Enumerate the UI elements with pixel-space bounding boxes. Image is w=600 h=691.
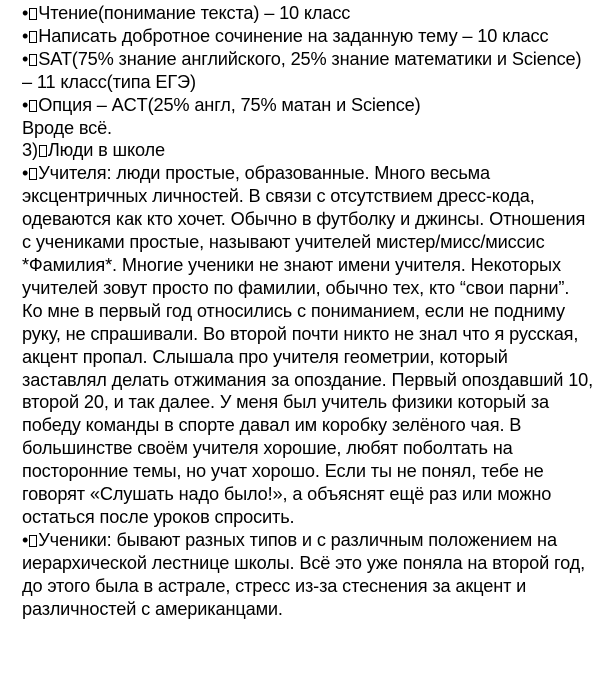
bullet-mark: • xyxy=(22,94,29,115)
missing-glyph-box-icon xyxy=(39,145,47,157)
section-heading xyxy=(22,139,594,162)
missing-glyph-box-icon xyxy=(29,31,37,43)
paragraph: Вроде всё. xyxy=(22,117,112,138)
bullet-item xyxy=(22,529,594,621)
paragraph-text: Учителя: люди простые, образованные. Много весьма эксцентричных личностей. В связи с отсутствием дресс-кода, одеваются как кто хочет. Обычно в футболку и джинсы. Отношения с учениками простые, называют учителей мистер/мисс/миссис *Фамилия*. Многие ученики не знают имени учителя. Некоторых учителей зовут просто по фамилии, обычно тех, кто “свои парни”. Ко мне в первый год относились с пониманием, если не подниму руку, не спрашивали. Во второй почти никто не знал что я русская, акцент пропал. Слышала про учителя геометрии, который заставлял делать отжимания за опоздание. Первый опоздавший 10, второй 20, и так далее. У меня был учитель физики который за победу команды в спорте давал им коробку зелёного чая. В большинстве своём учителя хорошие, любят поболтать на посторонние темы, но учат хорошо. Если ты не понял, тебе не говорят «Слушать надо было!», а объяснят ещё раз или можно остаться после уроков спросить. xyxy=(22,163,594,527)
paragraph-text: Написать добротное сочинение на заданную тему – 10 класс xyxy=(38,25,549,46)
bullet-mark: • xyxy=(22,48,29,69)
paragraph-text: Чтение(понимание текста) – 10 класс xyxy=(38,3,351,23)
bullet-mark: • xyxy=(22,163,29,184)
paragraph-text: Опция – ACT(25% англ, 75% матан и Science) xyxy=(38,94,421,115)
bullet-mark: • xyxy=(22,529,29,550)
heading-number: 3) xyxy=(22,140,38,161)
bullet-item xyxy=(22,25,594,48)
missing-glyph-box-icon xyxy=(29,8,37,20)
heading-text: Люди в школе xyxy=(47,140,165,161)
bullet-mark: • xyxy=(22,25,29,46)
bullet-item xyxy=(22,94,594,117)
bullet-mark: • xyxy=(22,3,29,23)
missing-glyph-box-icon xyxy=(29,535,37,547)
paragraph-text: SAT(75% знание английского, 25% знание математики и Science) – 11 класс(типа ЕГЭ) xyxy=(22,48,582,92)
bullet-item xyxy=(22,2,594,25)
missing-glyph-box-icon xyxy=(29,54,37,66)
bullet-item xyxy=(22,48,594,94)
paragraph-text: Ученики: бывают разных типов и с различным положением на иерархической лестнице школы. Всё это уже поняла на второй год, до этого была в астрале, стресс из-за стеснения за акцент и различностей с американцами. xyxy=(22,529,585,619)
missing-glyph-box-icon xyxy=(29,100,37,112)
bullet-item xyxy=(22,162,594,529)
missing-glyph-box-icon xyxy=(29,168,37,180)
